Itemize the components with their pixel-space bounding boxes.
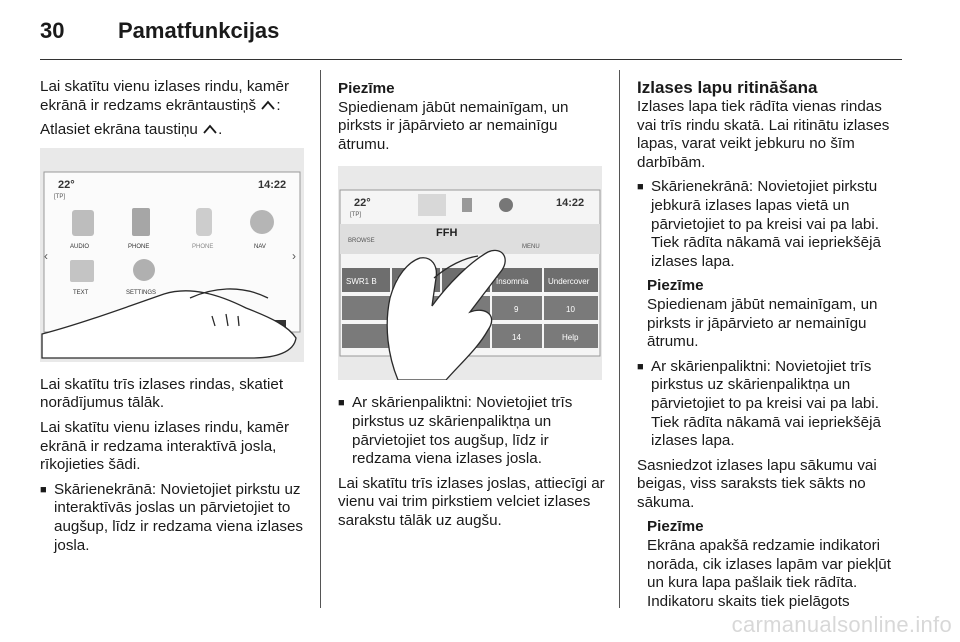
status-time: 14:22 xyxy=(556,197,585,210)
paragraph-text: Atlasiet ekrāna taustiņu xyxy=(40,121,198,139)
paragraph: Lai skatītu vienu izlases rindu, kamēr ekrānā ir redzama interaktīvā josla, rīkojieties šādi. xyxy=(40,418,290,474)
status-time: 14:22 xyxy=(258,178,287,191)
note-title: Piezīme xyxy=(647,518,704,536)
paragraph: Lai skatītu trīs izlases joslas, attiecīgi ar vienu vai trim pirkstiem velciet izlases sarakstu tālāk uz augšu. xyxy=(338,474,605,529)
column-3 xyxy=(637,78,905,617)
paragraph: Izlases lapa tiek rādīta vienas rindas vai trīs rindu skatā. Lai ritinātu izlases lapas, varat veikt jebkuru no šīm darbībām. xyxy=(637,98,890,171)
note-title: Piezīme xyxy=(647,277,704,295)
note-block xyxy=(637,277,905,351)
browse-label: BROWSE xyxy=(348,238,375,245)
paragraph-end: : xyxy=(276,96,281,114)
status-temp: 22° xyxy=(354,197,371,210)
favourites-figure xyxy=(338,166,602,380)
homescreen-figure xyxy=(40,148,304,362)
svg-text:TEXT: TEXT xyxy=(73,289,89,296)
caret-up-icon xyxy=(202,123,218,135)
svg-text:14: 14 xyxy=(512,333,521,343)
page-header xyxy=(40,18,900,50)
note-block xyxy=(637,518,905,611)
svg-text:PHONE: PHONE xyxy=(192,243,214,250)
bullet-item: ■ Ar skārienpaliktni: Novietojiet trīs pirkstus uz skārienpaliktņa un pārvietojiet tos augšup, līdz ir redzama viena izlases josla. xyxy=(338,394,608,468)
phone-tab-icon xyxy=(462,198,472,212)
audio-tab-icon xyxy=(418,194,446,216)
status-tp: [TP] xyxy=(54,193,66,200)
svg-text:9: 9 xyxy=(514,305,519,315)
column-divider-1 xyxy=(320,70,321,608)
paragraph: Sasniedzot izlases lapu sākumu vai beigas, viss saraksts tiek sākts no sākuma. xyxy=(637,456,877,511)
svg-text:Undercover: Undercover xyxy=(548,277,590,287)
column-1 xyxy=(40,78,312,561)
note-title: Piezīme xyxy=(338,80,395,97)
header-rule xyxy=(40,59,902,60)
column-divider-2 xyxy=(619,70,620,608)
page-title: Pamatfunkcijas xyxy=(118,18,280,43)
svg-text:Insomnia: Insomnia xyxy=(496,277,529,287)
note-text: Spiedienam jābūt nemainīgam, un pirksts ir jāpārvieto ar nemainīgu ātrumu. xyxy=(647,295,878,351)
status-tp: [TP] xyxy=(350,212,362,219)
bullet-item: ■ Ar skārienpaliktni: Novietojiet trīs pirkstus uz skārienpaliktņa un pārvietojiet to pa kreisi vai pa labi. Tiek rādīta nākamā vai iepriekšējā izlases lapa. xyxy=(637,358,905,451)
paragraph: Lai skatītu trīs izlases rindas, skatiet norādījumus tālāk. xyxy=(40,375,284,412)
column-2 xyxy=(338,78,608,537)
paragraph-end: . xyxy=(218,121,223,139)
section-heading: Izlases lapu ritināšana xyxy=(637,78,818,97)
info-tab-icon xyxy=(499,198,513,212)
svg-text:SWR1 B: SWR1 B xyxy=(346,277,377,287)
favourites-illustration xyxy=(338,166,602,380)
svg-text:NAV: NAV xyxy=(254,243,266,250)
paragraph-text: Lai skatītu vienu izlases rindu, kamēr ekrānā ir redzams ekrāntaustiņš xyxy=(40,78,290,114)
paragraph xyxy=(40,121,312,140)
arrow-left-icon: ‹ xyxy=(44,248,48,263)
svg-text:AUDIO: AUDIO xyxy=(70,243,90,250)
status-temp: 22° xyxy=(58,178,75,191)
bullet-item: ■ Skārienekrānā: Novietojiet pirkstu jebkurā izlases lapas vietā un pārvietojiet to pa kreisi vai pa labi. Tiek rādīta nākamā vai iepriekšējā izlases lapa. xyxy=(637,178,905,271)
note-text: Spiedienam jābūt nemainīgam, un pirksts ir jāpārvieto ar nemainīgu ātrumu. xyxy=(338,98,569,153)
note-text: Ekrāna apakšā redzamie indikatori norāda, cik izlases lapām var piekļūt un kura lapa pašlaik tiek rādīta. Indikatoru skaits tiek pielāgots xyxy=(647,537,891,610)
homescreen-illustration xyxy=(40,148,304,362)
svg-text:SETTINGS: SETTINGS xyxy=(126,289,157,296)
preset-button xyxy=(342,296,390,320)
page-number: 30 xyxy=(40,18,65,43)
watermark: carmanualsonline.info xyxy=(731,612,952,637)
paragraph xyxy=(40,78,312,115)
svg-text:10: 10 xyxy=(566,305,575,315)
arrow-right-icon: › xyxy=(292,248,296,263)
menu-label: MENU xyxy=(522,244,540,251)
bullet-item: ■ Skārienekrānā: Novietojiet pirkstu uz interaktīvās joslas un pārvietojiet to augšup, līdz ir redzama viena izlases josla. xyxy=(40,481,312,555)
preset-button xyxy=(342,324,390,348)
svg-text:Help: Help xyxy=(562,333,579,343)
svg-text:PHONE: PHONE xyxy=(128,243,150,250)
station-name: FFH xyxy=(436,227,458,240)
caret-up-icon xyxy=(260,99,276,111)
